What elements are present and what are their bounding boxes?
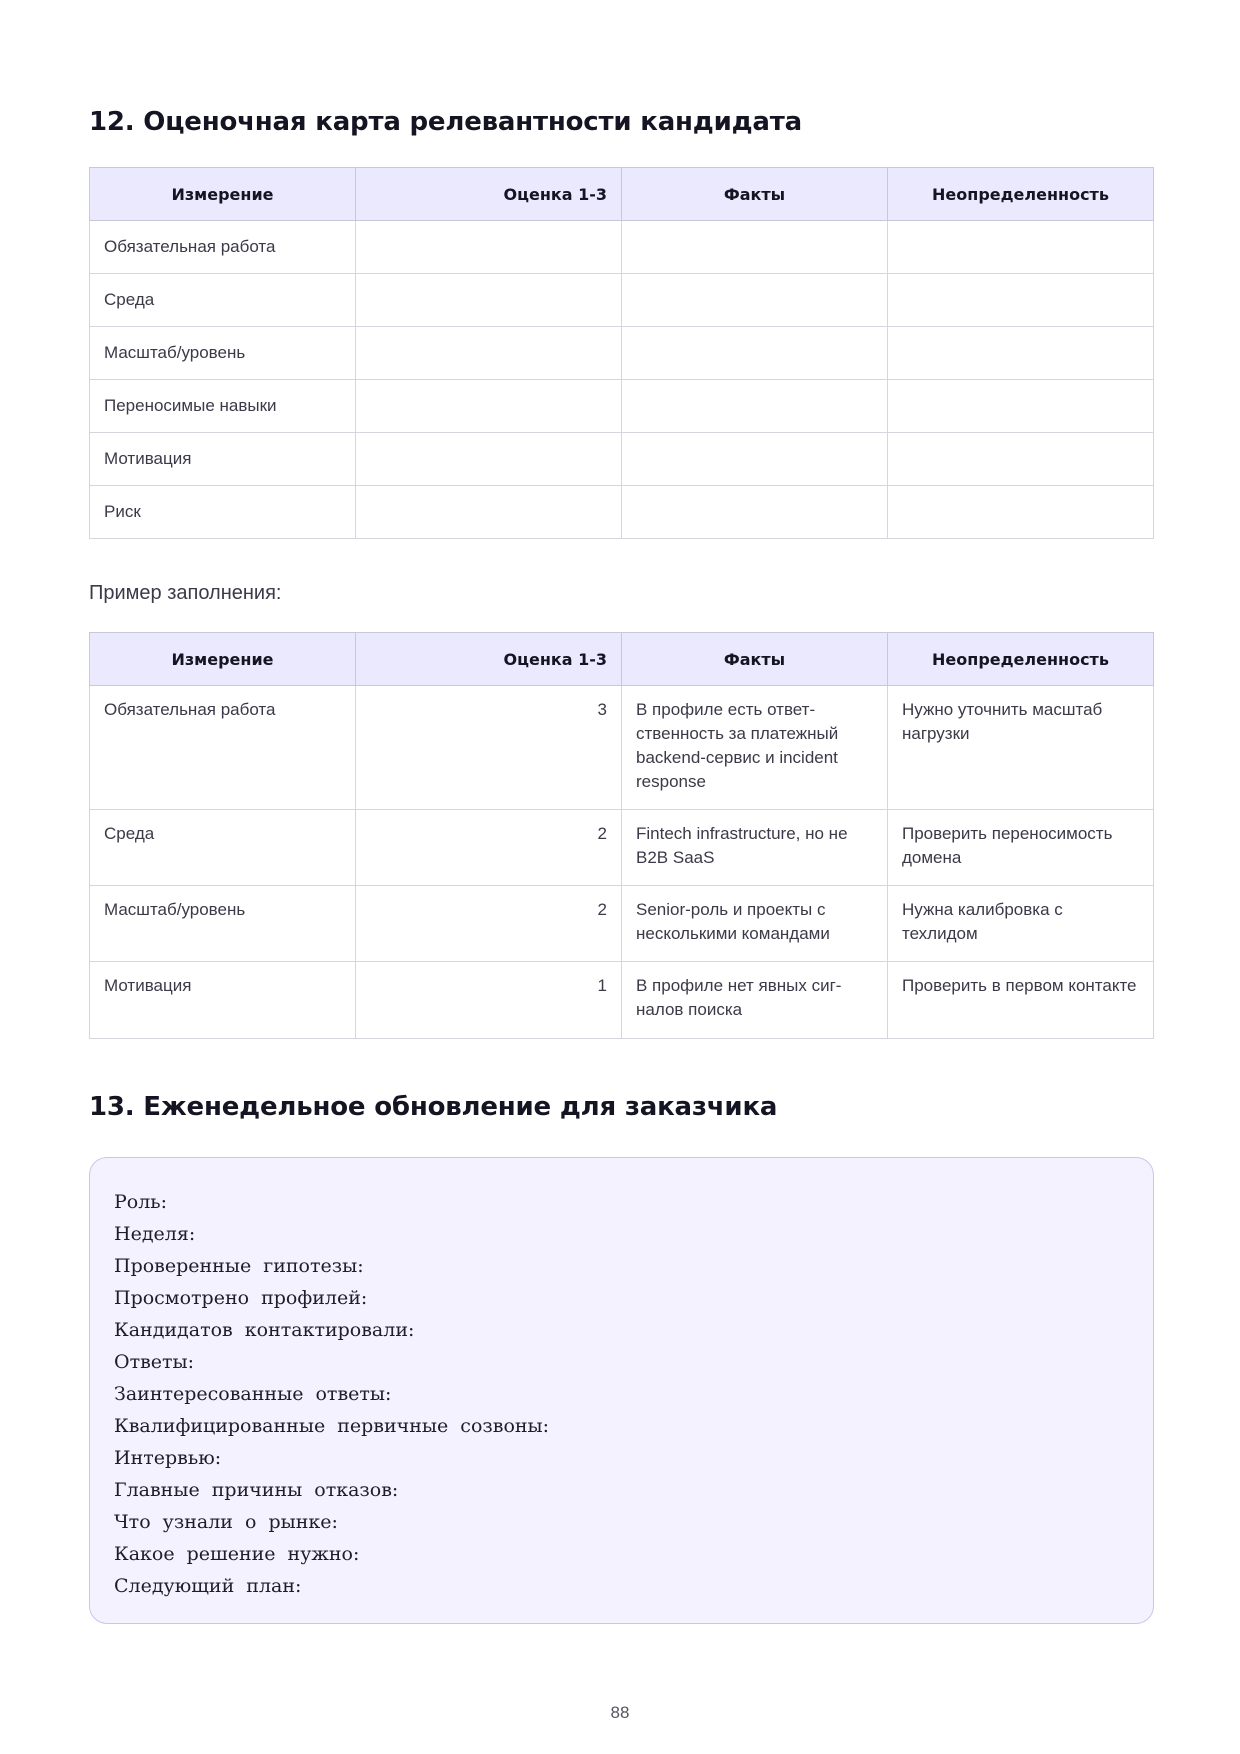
uncertainty-cell: [888, 221, 1154, 274]
weekly-update-template: [89, 1157, 1154, 1624]
score-cell: [356, 433, 622, 486]
score-cell: 1: [356, 962, 622, 1039]
header-facts: Факты: [622, 168, 888, 221]
uncertainty-cell: Нужно уточнить масштаб нагрузки: [888, 686, 1154, 810]
table-row: [90, 380, 1154, 433]
facts-cell: В профиле нет явных сиг-налов поиска: [622, 962, 888, 1039]
dimension-cell: Масштаб/уровень: [90, 327, 356, 380]
example-scorecard-table: [89, 632, 1154, 1039]
table-row: [90, 486, 1154, 539]
header-score: Оценка 1-3: [356, 633, 622, 686]
table-row: [90, 221, 1154, 274]
field-qualified-calls: Квалифицированные первичные созвоны:: [114, 1415, 550, 1437]
table-header-row: [90, 168, 1154, 221]
field-responses: Ответы:: [114, 1351, 195, 1373]
field-next-plan: Следующий план:: [114, 1575, 302, 1597]
dimension-cell: Переносимые навыки: [90, 380, 356, 433]
facts-cell: Senior-роль и проекты с несколькими командами: [622, 886, 888, 962]
update-field-list: [90, 1158, 1153, 1602]
table-row: [90, 327, 1154, 380]
score-cell: [356, 486, 622, 539]
uncertainty-cell: [888, 380, 1154, 433]
score-cell: [356, 221, 622, 274]
uncertainty-cell: [888, 274, 1154, 327]
section-12-title: 12. Оценочная карта релевантности кандидата: [89, 107, 802, 137]
field-profiles-viewed: Просмотрено профилей:: [114, 1287, 368, 1309]
header-uncertainty: Неопределенность: [888, 168, 1154, 221]
dimension-cell: Среда: [90, 274, 356, 327]
table-row: [90, 686, 1154, 810]
header-score: Оценка 1-3: [356, 168, 622, 221]
section-13-title: 13. Еженедельное обновление для заказчика: [89, 1092, 778, 1122]
facts-cell: [622, 380, 888, 433]
uncertainty-cell: [888, 327, 1154, 380]
field-interviews: Интервью:: [114, 1447, 222, 1469]
dimension-cell: Риск: [90, 486, 356, 539]
field-week: Неделя:: [114, 1223, 196, 1245]
table-row: [90, 433, 1154, 486]
field-rejection-reasons: Главные причины отказов:: [114, 1479, 399, 1501]
table-row: [90, 962, 1154, 1039]
score-cell: 2: [356, 886, 622, 962]
facts-cell: [622, 486, 888, 539]
field-candidates-contacted: Кандидатов контактировали:: [114, 1319, 415, 1341]
score-cell: 3: [356, 686, 622, 810]
facts-cell: Fintech infrastructure, но не B2B SaaS: [622, 810, 888, 886]
dimension-cell: Мотивация: [90, 962, 356, 1039]
score-cell: [356, 327, 622, 380]
field-role: Роль:: [114, 1191, 168, 1213]
dimension-cell: Обязательная работа: [90, 686, 356, 810]
facts-cell: [622, 327, 888, 380]
table-row: [90, 274, 1154, 327]
header-facts: Факты: [622, 633, 888, 686]
table-header-row: [90, 633, 1154, 686]
field-hypotheses: Проверенные гипотезы:: [114, 1255, 364, 1277]
table-row: [90, 886, 1154, 962]
uncertainty-cell: Проверить в первом контакте: [888, 962, 1154, 1039]
dimension-cell: Масштаб/уровень: [90, 886, 356, 962]
example-label: Пример заполнения:: [89, 582, 282, 604]
relevance-scorecard-table: [89, 167, 1154, 539]
score-cell: [356, 274, 622, 327]
page-number: 88: [610, 1703, 630, 1722]
dimension-cell: Мотивация: [90, 433, 356, 486]
uncertainty-cell: [888, 486, 1154, 539]
uncertainty-cell: [888, 433, 1154, 486]
header-uncertainty: Неопределенность: [888, 633, 1154, 686]
facts-cell: [622, 433, 888, 486]
field-market-learnings: Что узнали о рынке:: [114, 1511, 338, 1533]
header-dimension: Измерение: [90, 633, 356, 686]
facts-cell: [622, 221, 888, 274]
field-interested-responses: Заинтересованные ответы:: [114, 1383, 392, 1405]
dimension-cell: Обязательная работа: [90, 221, 356, 274]
uncertainty-cell: Проверить переносимость домена: [888, 810, 1154, 886]
score-cell: [356, 380, 622, 433]
score-cell: 2: [356, 810, 622, 886]
table-row: [90, 810, 1154, 886]
dimension-cell: Среда: [90, 810, 356, 886]
header-dimension: Измерение: [90, 168, 356, 221]
field-decision-needed: Какое решение нужно:: [114, 1543, 360, 1565]
facts-cell: В профиле есть ответ-ственность за платежный backend-сервис и incident response: [622, 686, 888, 810]
facts-cell: [622, 274, 888, 327]
uncertainty-cell: Нужна калибровка с техлидом: [888, 886, 1154, 962]
